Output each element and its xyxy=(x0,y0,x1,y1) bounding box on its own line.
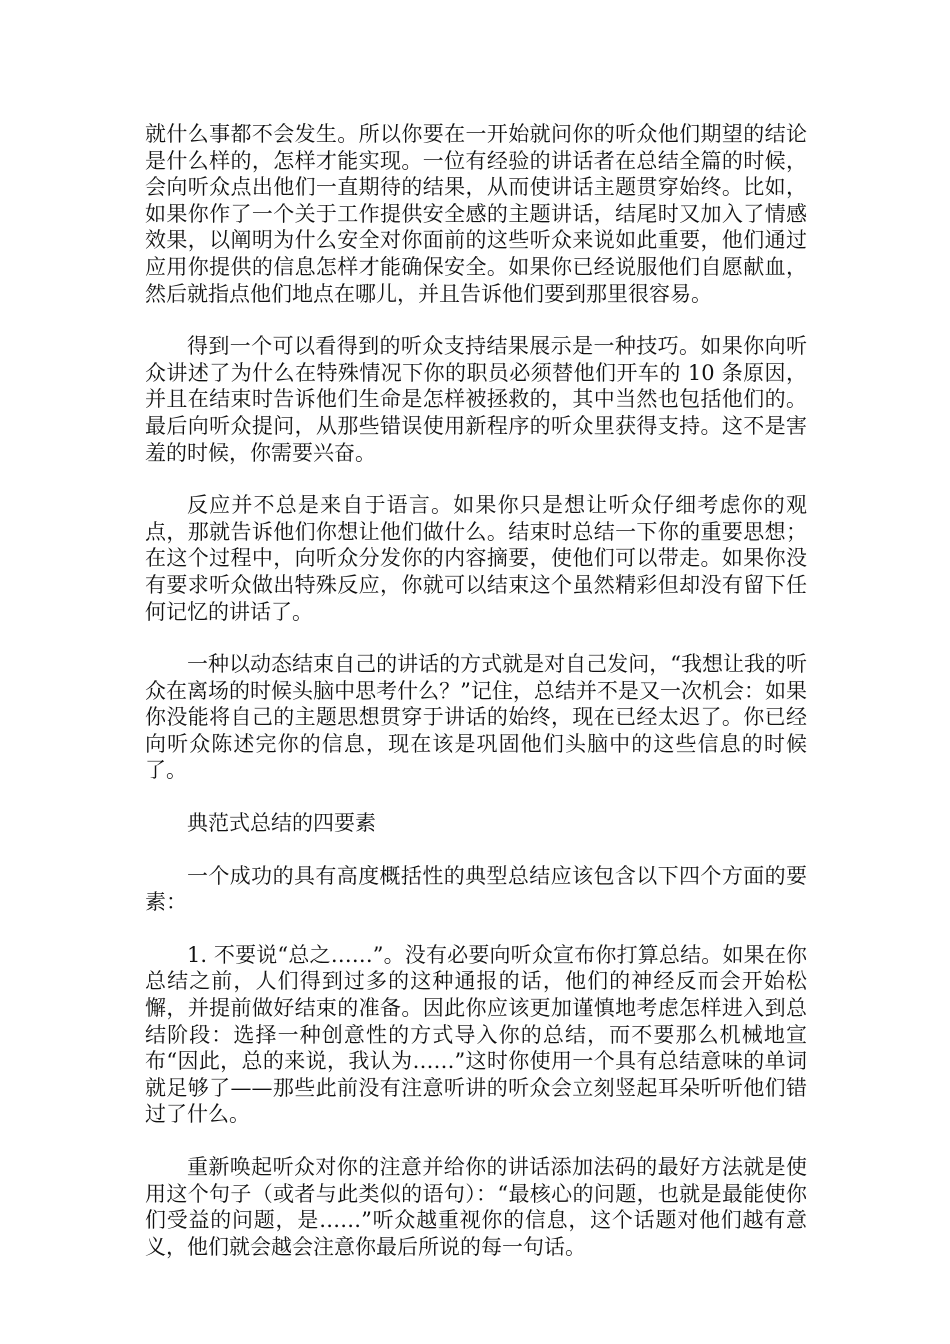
paragraph-2: 得到一个可以看得到的听众支持结果展示是一种技巧。如果你向听众讲述了为什么在特殊情况下你的职员必须替他们开车的 10 条原因，并且在结束时告诉他们生命是怎样被拯救的，其中当然也包括他们的。最后向听众提问，从那些错误使用新程序的听众里获得支持。这不是害羞的时候，你需要兴奋。 xyxy=(145,334,807,465)
paragraph-4: 一种以动态结束自己的讲话的方式就是对自己发问，“我想让我的听众在离场的时候头脑中思考什么？”记住，总结并不是又一次机会：如果你没能将自己的主题思想贯穿于讲话的始终，现在已经太迟了。你已经向听众陈述完你的信息，现在该是巩固他们头脑中的这些信息的时候了。 xyxy=(145,652,807,783)
document-page xyxy=(145,121,807,1286)
paragraph-3: 反应并不总是来自于语言。如果你只是想让听众仔细考虑你的观点，那就告诉他们你想让他们做什么。结束时总结一下你的重要思想；在这个过程中，向听众分发你的内容摘要，使他们可以带走。如果你没有要求听众做出特殊反应，你就可以结束这个虽然精彩但却没有留下任何记忆的讲话了。 xyxy=(145,493,807,624)
paragraph-5: 一个成功的具有高度概括性的典型总结应该包含以下四个方面的要素： xyxy=(145,863,807,915)
paragraph-6: 1. 不要说“总之……”。没有必要向听众宣布你打算总结。如果在你总结之前，人们得到过多的这种通报的话，他们的神经反而会开始松懈，并提前做好结束的准备。因此你应该更加谨慎地考虑怎样进入到总结阶段：选择一种创意性的方式导入你的总结，而不要那么机械地宣布“因此，总的来说，我认为……”这时你使用一个具有总结意味的单词就足够了——那些此前没有注意听讲的听众会立刻竖起耳朵听听他们错过了什么。 xyxy=(145,942,807,1127)
paragraph-1: 就什么事都不会发生。所以你要在一开始就问你的听众他们期望的结论是什么样的，怎样才能实现。一位有经验的讲话者在总结全篇的时候，会向听众点出他们一直期待的结果，从而使讲话主题贯穿始终。比如，如果你作了一个关于工作提供安全感的主题讲话，结尾时又加入了情感效果，以阐明为什么安全对你面前的这些听众来说如此重要，他们通过应用你提供的信息怎样才能确保安全。如果你已经说服他们自愿献血，然后就指点他们地点在哪儿，并且告诉他们要到那里很容易。 xyxy=(145,122,807,306)
paragraph-7: 重新唤起听众对你的注意并给你的讲话添加法码的最好方法就是使用这个句子（或者与此类似的语句）：“最核心的问题，也就是最能使你们受益的问题，是……”听众越重视你的信息，这个话题对他们越有意义，他们就会越会注意你最后所说的每一句话。 xyxy=(145,1155,807,1259)
section-heading: 典范式总结的四要素 xyxy=(187,811,376,836)
